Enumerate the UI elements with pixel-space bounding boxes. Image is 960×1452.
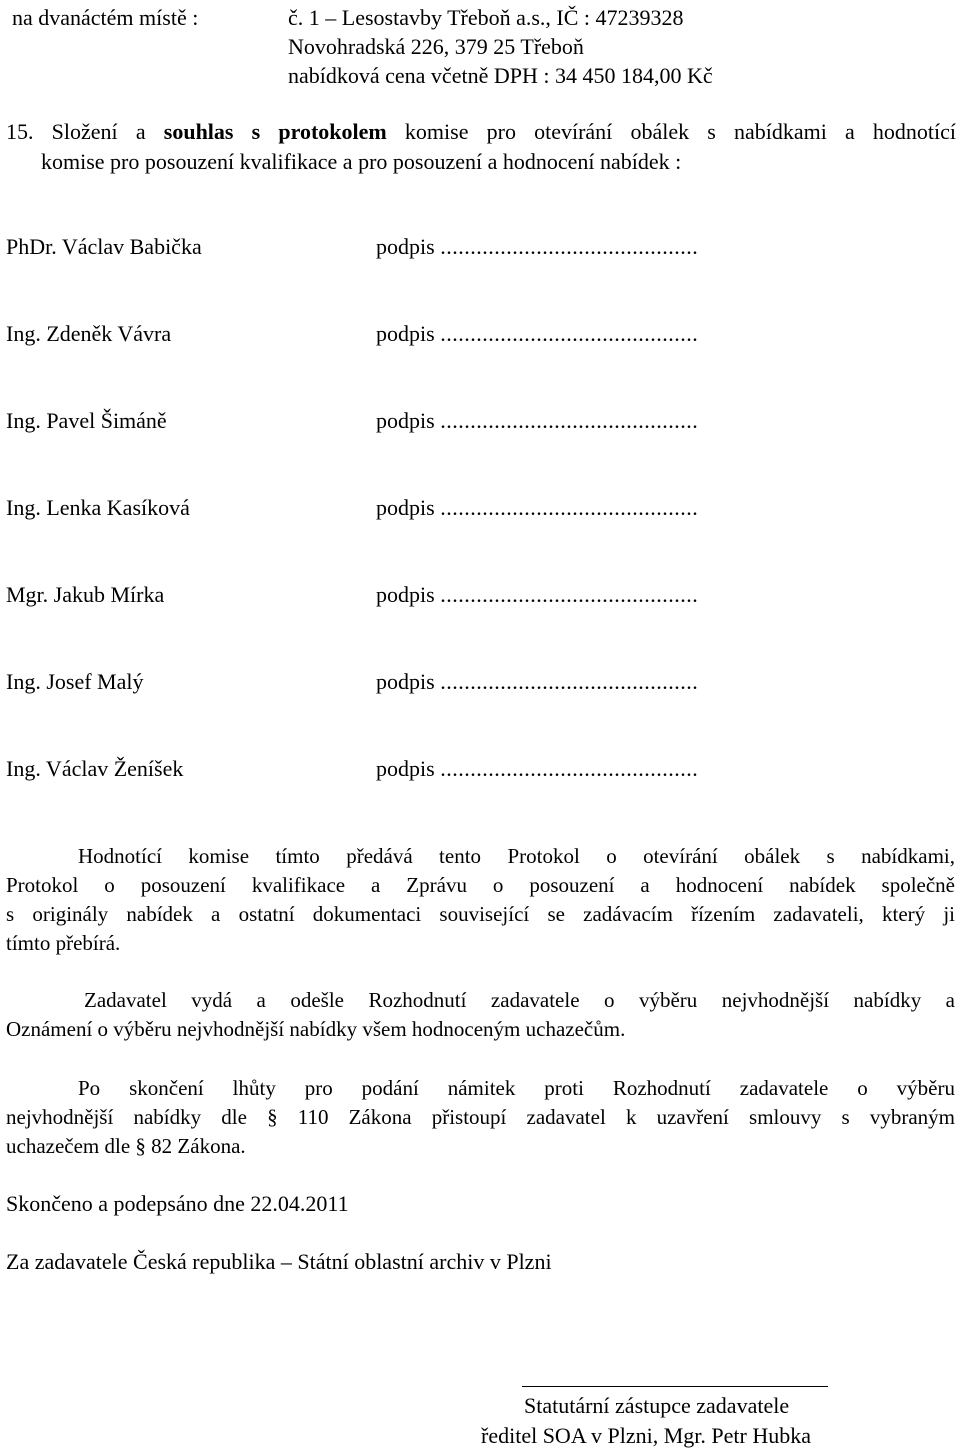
item-15-text-a: Složení a (51, 119, 146, 144)
item-15 (6, 117, 956, 177)
item-15-line-2: komise pro posouzení kvalifikace a pro posouzení a hodnocení nabídek : (41, 149, 682, 174)
signature-dots: ........................................... (440, 756, 699, 781)
signature-label: podpis (376, 408, 435, 433)
signature-label: podpis (376, 669, 435, 694)
signature-field (376, 233, 698, 261)
signature-field (376, 755, 698, 783)
paragraph-line: s originály nabídek a ostatní dokumentaci související se zadávacím řízením zadavateli, který ji (6, 902, 955, 926)
paragraph-line: Zadavatel vydá a odešle Rozhodnutí zadavatele o výběru nejvhodnější nabídky a (84, 988, 955, 1012)
paragraph-line: uchazečem dle § 82 Zákona. (6, 1134, 246, 1158)
signature-dots: ........................................... (440, 495, 699, 520)
signature-rule (522, 1386, 828, 1387)
member-name: Mgr. Jakub Mírka (6, 582, 165, 607)
signature-label: podpis (376, 495, 435, 520)
paragraph-line: Protokol o posouzení kvalifikace a Zprávu o posouzení a hodnocení nabídek společně (6, 873, 955, 897)
winner-address: Novohradská 226, 379 25 Třeboň (288, 34, 584, 59)
completion-date: Skončeno a podepsáno dne 22.04.2011 (6, 1191, 349, 1216)
item-15-number: 15. (6, 119, 34, 144)
member-name: Ing. Josef Malý (6, 669, 144, 694)
paragraph-line: Hodnotící komise tímto předává tento Protokol o otevírání obálek s nabídkami, (78, 844, 955, 868)
item-15-bold: souhlas s protokolem (163, 119, 387, 144)
signature-field (376, 668, 698, 696)
signatory-role: Statutární zástupce zadavatele (524, 1393, 790, 1418)
signature-dots: ........................................... (440, 234, 699, 259)
winner-price: nabídková cena včetně DPH : 34 450 184,00 Kč (288, 63, 713, 88)
signature-field (376, 407, 698, 435)
signature-dots: ........................................... (440, 408, 699, 433)
item-15-text-b: komise pro otevírání obálek s nabídkami a hodnotící (404, 119, 957, 144)
member-name: PhDr. Václav Babička (6, 234, 202, 259)
signature-label: podpis (376, 321, 435, 346)
paragraph-line: tímto přebírá. (6, 931, 121, 955)
contract-paragraph (6, 1074, 955, 1161)
signature-dots: ........................................... (440, 669, 699, 694)
paragraph-line: nejvhodnější nabídky dle § 110 Zákona přistoupí zadavatel k uzavření smlouvy s vybraným (6, 1105, 955, 1129)
item-15-line-1 (6, 117, 956, 147)
member-name: Ing. Pavel Šimáně (6, 408, 167, 433)
header-label: na dvanáctém místě : (12, 5, 199, 30)
member-name: Ing. Zdeněk Vávra (6, 321, 172, 346)
signature-label: podpis (376, 756, 435, 781)
signature-field (376, 581, 698, 609)
winner-line: č. 1 – Lesostavby Třeboň a.s., IČ : 47239328 (288, 5, 684, 30)
signature-dots: ........................................... (440, 321, 699, 346)
decision-paragraph (6, 986, 955, 1044)
signature-label: podpis (376, 582, 435, 607)
handover-paragraph (6, 842, 955, 958)
signatory-name: ředitel SOA v Plzni, Mgr. Petr Hubka (481, 1423, 811, 1448)
signature-label: podpis (376, 234, 435, 259)
paragraph-line: Po skončení lhůty pro podání námitek proti Rozhodnutí zadavatele o výběru (78, 1076, 955, 1100)
contracting-authority: Za zadavatele Česká republika – Státní oblastní archiv v Plzni (6, 1249, 552, 1274)
signature-field (376, 320, 698, 348)
signature-dots: ........................................... (440, 582, 699, 607)
member-name: Ing. Lenka Kasíková (6, 495, 190, 520)
member-name: Ing. Václav Ženíšek (6, 756, 184, 781)
signature-field (376, 494, 698, 522)
paragraph-line: Oznámení o výběru nejvhodnější nabídky všem hodnoceným uchazečům. (6, 1017, 626, 1041)
